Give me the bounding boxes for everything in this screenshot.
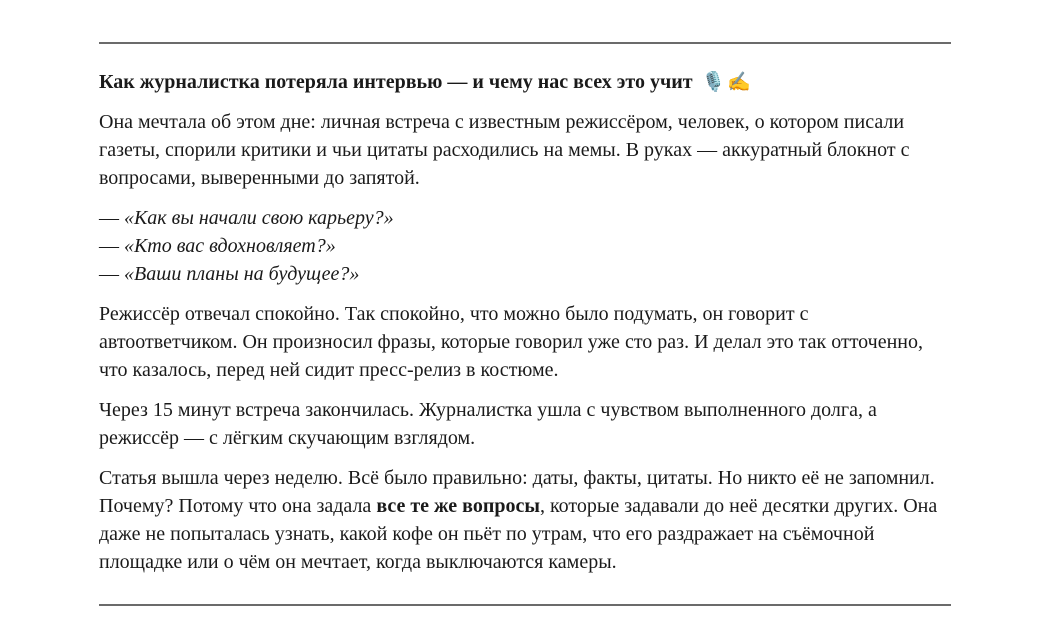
article-title bbox=[99, 68, 951, 96]
paragraph-meeting-end: Через 15 минут встреча закончилась. Журналистка ушла с чувством выполненного долга, а режиссёр — с лёгким скучающим взглядом. bbox=[99, 399, 877, 449]
microphone-icon: 🎙️ bbox=[701, 71, 726, 93]
article-title-text: Как журналистка потеряла интервью — и чему нас всех это учит bbox=[99, 71, 693, 93]
question-item bbox=[99, 204, 951, 232]
question-list bbox=[99, 204, 951, 288]
conclusion-text-end: , которые задавали до неё десятки других. Она даже не попыталась узнать, какой кофе он пьёт по утрам, что его раздражает на съёмочной площадке или о чём он мечтает, когда выключаются камеры. bbox=[99, 495, 938, 573]
conclusion-text-start: Статья вышла через неделю. Всё было правильно: даты, факты, цитаты. Но никто её не запомнил. Почему? Потому что она задала bbox=[99, 467, 935, 517]
question-dash: — bbox=[99, 235, 124, 257]
question-text: «Как вы начали свою карьеру?» bbox=[124, 207, 394, 229]
conclusion-emphasis: все те же вопросы bbox=[376, 495, 540, 517]
article bbox=[99, 42, 951, 606]
question-dash: — bbox=[99, 207, 124, 229]
paragraph-intro: Она мечтала об этом дне: личная встреча с известным режиссёром, человек, о котором писали газеты, спорили критики и чьи цитаты расходились на мемы. В руках — аккуратный блокнот с вопросами, выверенными до запятой. bbox=[99, 111, 910, 189]
question-text: «Ваши планы на будущее?» bbox=[124, 263, 360, 285]
paragraph-director: Режиссёр отвечал спокойно. Так спокойно, что можно было подумать, он говорит с автоответчиком. Он произносил фразы, которые говорил уже сто раз. И делал это так отточенно, что казалось, перед ней сидит пресс-релиз в костюме. bbox=[99, 303, 923, 381]
question-dash: — bbox=[99, 263, 124, 285]
bottom-divider bbox=[99, 604, 951, 606]
paragraph-conclusion bbox=[99, 464, 951, 576]
question-text: «Кто вас вдохновляет?» bbox=[124, 235, 336, 257]
question-item bbox=[99, 260, 951, 288]
question-item bbox=[99, 232, 951, 260]
title-emoji-group bbox=[702, 71, 751, 93]
top-divider bbox=[99, 42, 951, 44]
writing-hand-icon: ✍️ bbox=[727, 71, 751, 93]
